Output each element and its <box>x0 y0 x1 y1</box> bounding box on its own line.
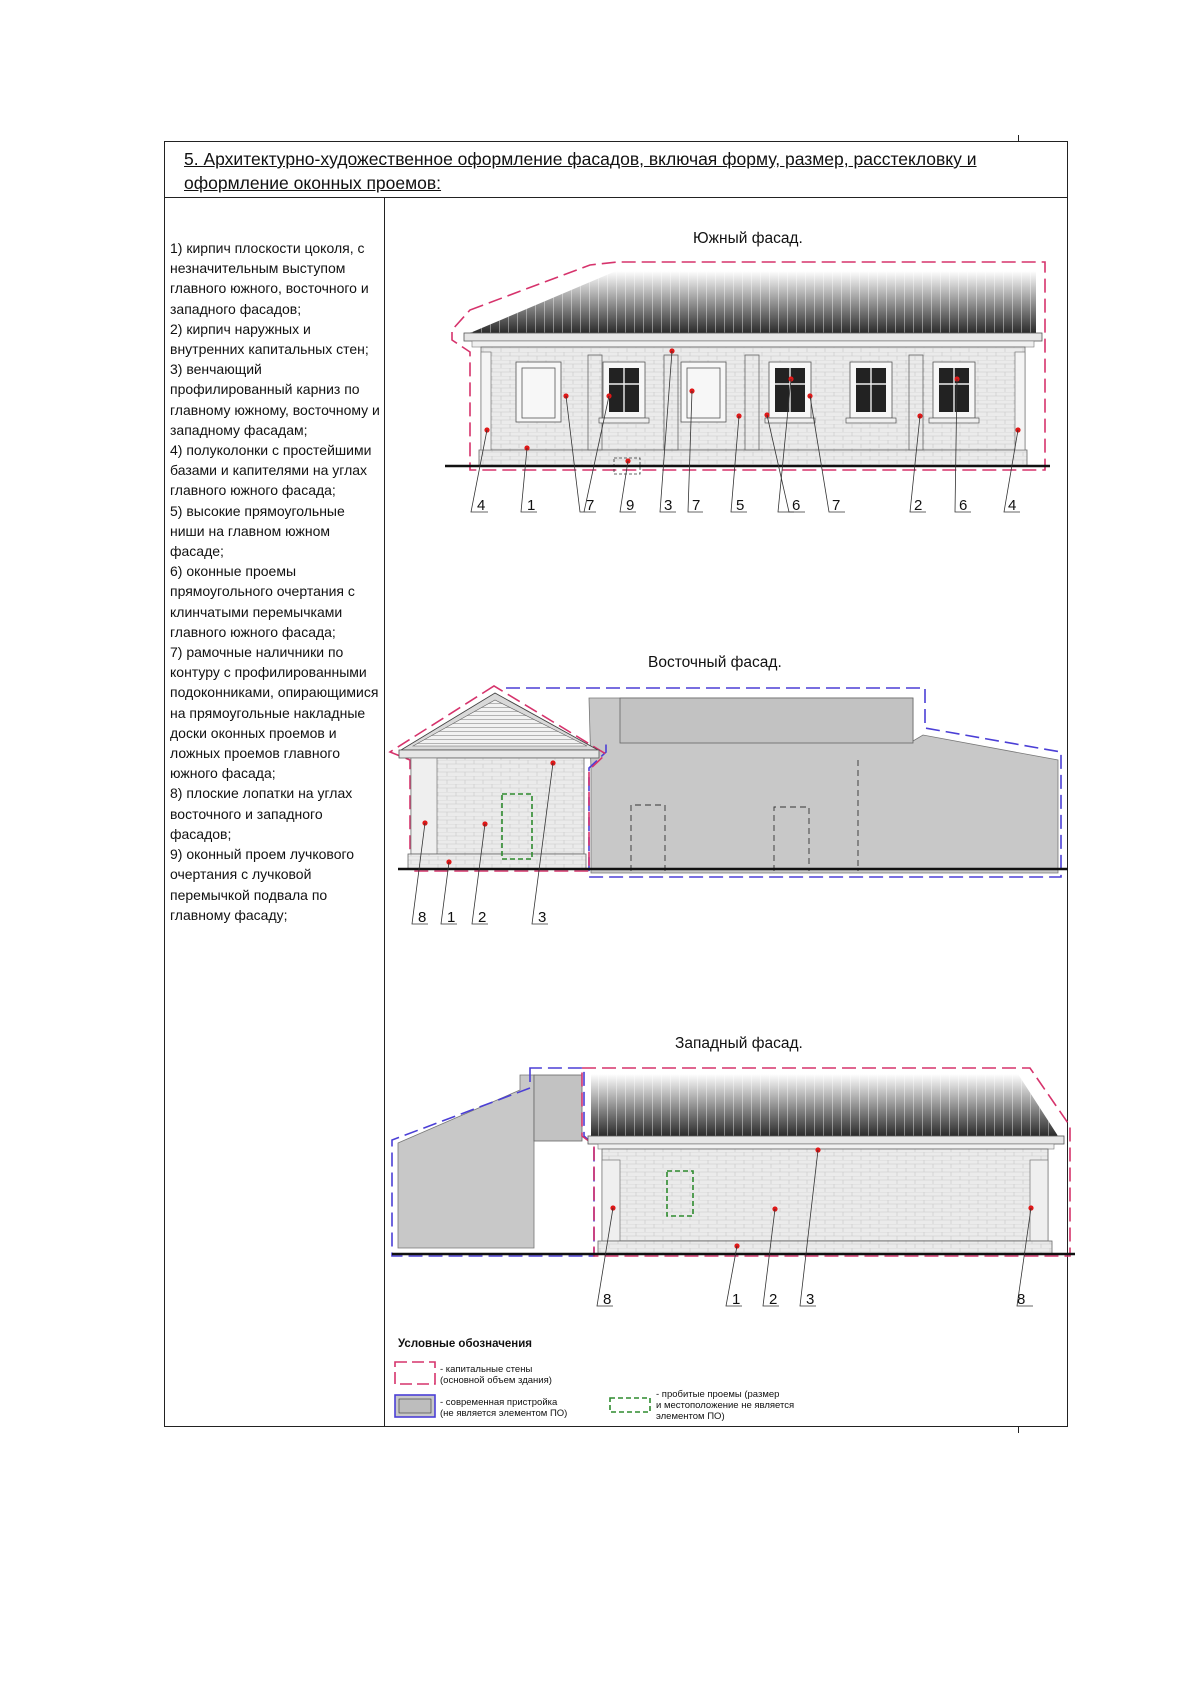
legend-capital-walls-label: - капитальные стены <box>440 1364 533 1375</box>
legend-title: Условные обозначения <box>398 1338 533 1350</box>
west-wall <box>602 1149 1048 1241</box>
callout-number: 8 <box>603 1291 612 1308</box>
callout-number: 1 <box>732 1291 741 1308</box>
callout-number: 2 <box>769 1291 778 1308</box>
east-facade-title: Восточный фасад. <box>648 654 782 671</box>
legend-openings-label: элементом ПО) <box>656 1411 725 1422</box>
south-callouts <box>477 497 1016 514</box>
callout-number: 7 <box>586 497 595 514</box>
west-callouts <box>603 1291 1025 1308</box>
description-item: 9) оконный проем лучкового очертания с лучковой перемычкой подвала по главному фасаду; <box>170 846 355 923</box>
callout-number: 1 <box>447 909 456 926</box>
west-facade-title: Западный фасад. <box>675 1035 803 1052</box>
south-plinth <box>479 450 1027 466</box>
description-item: 1) кирпич плоскости цоколя, с незначительным выступом главного южного, восточного и западного фасадов; <box>170 240 369 317</box>
description-item: 7) рамочные наличники по контуру с профилированными подоконниками, опирающимися на прямоугольные накладные доски оконных проемов и ложных проемов главного южного фасада; <box>170 644 379 782</box>
east-plinth <box>408 854 586 869</box>
legend-modern-annex-label: (не является элементом ПО) <box>440 1408 568 1419</box>
legend-capital-walls-label: (основной объем здания) <box>440 1375 552 1386</box>
legend-capital-walls-swatch <box>395 1362 435 1384</box>
description-item: 8) плоские лопатки на углах восточного и западного фасадов; <box>170 785 353 842</box>
description-item: 3) венчающий профилированный карниз по главному южному, восточному и западному фасадам; <box>170 361 380 438</box>
callout-number: 4 <box>477 497 486 514</box>
window <box>599 362 649 423</box>
legend-openings-label: и местоположение не является <box>656 1400 795 1411</box>
window <box>929 362 979 423</box>
legend <box>395 1338 794 1422</box>
south-facade <box>445 230 1050 514</box>
legend-openings-label: - пробитые проемы (размер <box>656 1389 780 1400</box>
callout-number: 2 <box>914 497 923 514</box>
callout-number: 1 <box>527 497 536 514</box>
legend-openings-swatch <box>610 1398 650 1412</box>
description-item: 2) кирпич наружных и внутренних капитальных стен; <box>170 320 369 358</box>
callout-number: 2 <box>478 909 487 926</box>
callout-number: 7 <box>692 497 701 514</box>
callout-number: 6 <box>959 497 968 514</box>
south-roof-ribs <box>470 271 1036 333</box>
callout-number: 5 <box>736 497 745 514</box>
east-facade <box>390 654 1068 926</box>
west-modern-annex <box>398 1075 534 1248</box>
west-facade <box>392 1035 1075 1308</box>
south-cornice <box>464 333 1042 341</box>
section-title: 5. Архитектурно-художественное оформление фасадов, включая форму, размер, расстекловку и оформление оконных проемов: <box>184 149 977 193</box>
legend-modern-annex-label: - современная пристройка <box>440 1397 558 1408</box>
callout-number: 8 <box>418 909 427 926</box>
east-callouts <box>418 909 546 926</box>
description-item: 6) оконные проемы прямоугольного очертания с клинчатыми перемычками главного южного фасада; <box>170 563 355 640</box>
callout-number: 3 <box>806 1291 815 1308</box>
description-item: 5) высокие прямоугольные ниши на главном южном фасаде; <box>170 502 345 560</box>
callout-number: 9 <box>626 497 635 514</box>
callout-number: 4 <box>1008 497 1017 514</box>
callout-number: 3 <box>664 497 673 514</box>
description-item: 4) полуколонки с простейшими базами и капителями на углах главного южного фасада; <box>170 442 372 499</box>
callout-number: 6 <box>792 497 801 514</box>
south-facade-title: Южный фасад. <box>693 230 803 247</box>
callout-number: 8 <box>1017 1291 1026 1308</box>
callout-number: 3 <box>538 909 547 926</box>
west-plinth <box>598 1241 1052 1254</box>
callout-number: 7 <box>832 497 841 514</box>
window <box>846 362 896 423</box>
